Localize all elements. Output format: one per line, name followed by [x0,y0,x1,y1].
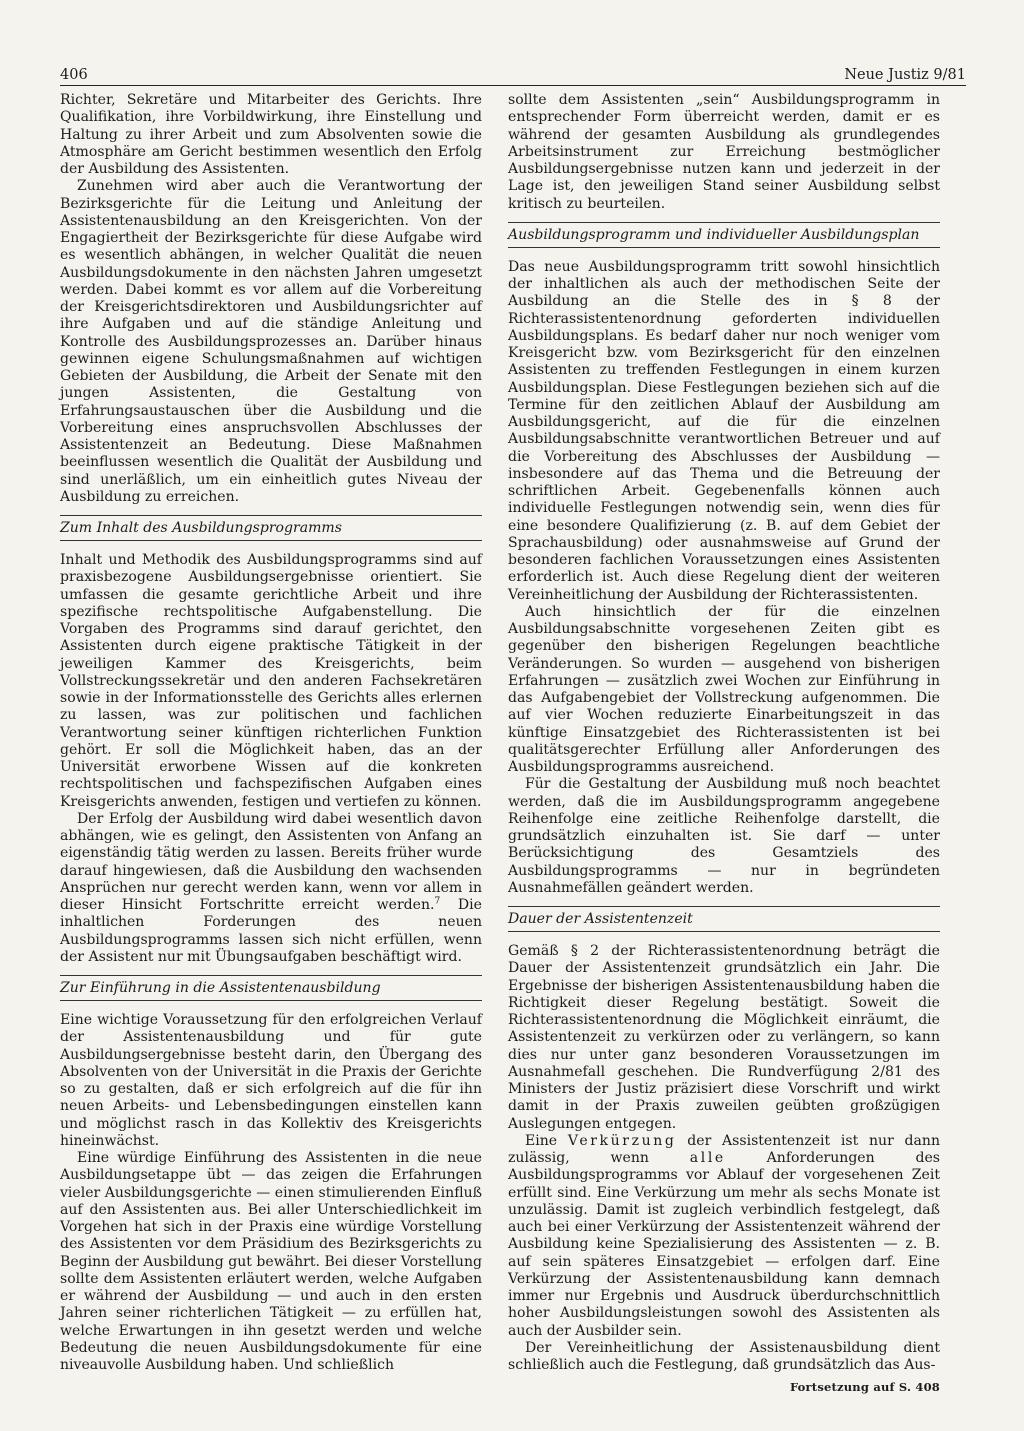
section-heading-box [508,906,940,932]
emphasis-text: alle [689,1150,726,1166]
paragraph-text: der Assistentenzeit ist nur dann zulässig, wenn [508,1132,940,1166]
paragraph [60,811,482,966]
paragraph: Auch hinsichtlich der für die einzelnen Ausbildungsabschnitte vorgesehenen Zeiten gibt es gegenüber den bisherigen Regelungen beachtliche Veränderungen. So wurden — ausgehend von bisherigen Erfahrungen — zusätzlich zwei Wochen zur Einführung in das Aufgabengebiet der Vollstreckung aufgenommen. Die auf vier Wochen reduzierte Einarbeitungszeit in das künftige Einsatzgebiet des Richterassistenten ist bei qualitätsgerechter Erfüllung aller Anforderungen des Ausbildungsprogramms ausreichend. [508,603,940,775]
paragraph: Richter, Sekretäre und Mitarbeiter des Gerichts. Ihre Qualifikation, ihre Vorbildwirkung, ihre Einstellung und Haltung zu ihrer Arbeit und zum Absolventen sowie die Atmosphäre am Gericht bestimmen wesentlich den Erfolg der Ausbildung des Assistenten. [60,92,482,177]
section-heading: Ausbildungsprogramm und individueller Ausbildungsplan [508,226,940,248]
left-column [60,92,482,1374]
section-heading-box [508,222,940,248]
section-heading: Zur Einführung in die Assistentenausbildung [60,979,482,1001]
paragraph: Das neue Ausbildungsprogramm tritt sowohl hinsichtlich der inhaltlichen als auch der methodischen Seite der Ausbildung an die Stelle des in § 8 der Richterassistentenordnung geforderten individuellen Ausbildungsplans. Es bedarf daher nur noch weniger vom Kreisgericht bzw. vom Bezirksgericht für den einzelnen Assistenten zu treffenden Festlegungen in einem kurzen Ausbildungsplan. Diese Festlegungen beziehen sich auf die Termine für den zeitlichen Ablauf der Ausbildung am Ausbildungsgericht, auf die für die einzelnen Ausbildungsabschnitte verantwortlichen Betreuer und auf die Vorbereitung des Abschlusses der Ausbildung — insbesondere auf das Thema und die Betreuung der schriftlichen Arbeit. Gegebenenfalls können auch individuelle Festlegungen notwendig sein, wenn dies für eine besondere Qualifizierung (z. B. auf dem Gebiet der Sprachausbildung) oder ausnahmsweise auf Grund der besonderen fachlichen Voraussetzungen eines Assistenten erforderlich ist. Auch diese Regelung dient der weiteren Vereinheitlichung der Ausbildung der Richterassistenten. [508,258,940,603]
paragraph: Eine würdige Einführung des Assistenten in die neue Ausbildungsetappe übt — das zeigen die Erfahrungen vieler Ausbildungsgerichte — einen stimulierenden Einfluß auf den Assistenten aus. Bei aller Unterschiedlichkeit im Vorgehen hat sich in der Praxis eine würdige Vorstellung des Assistenten vor dem Präsidium des Bezirksgerichts zu Beginn der Ausbildung gut bewährt. Bei dieser Vorstellung sollte dem Assistenten erläutert werden, welche Aufgaben er während der Ausbildung — und auch in den ersten Jahren seiner richterlichen Tätigkeit — zu erfüllen hat, welche Erwartungen in ihn gesetzt werden und welche Bedeutung die neuen Ausbildungsdokumente für eine niveauvolle Ausbildung haben. Und schließlich [60,1150,482,1373]
footnote-marker: 7 [434,896,441,907]
paragraph: Zunehmen wird aber auch die Verantwortung der Bezirksgerichte für die Leitung und Anleitung der Assistentenausbildung an den Kreisgerichten. Von der Engagiertheit der Bezirksgerichte für diese Aufgabe wird es wesentlich abhängen, in welcher Qualität die neuen Ausbildungsdokumente in den nächsten Jahren umgesetzt werden. Dabei kommt es vor allem auf die Vorbereitung der Kreisgerichtsdirektoren und Ausbildungsrichter auf ihre Aufgaben und auf die ständige Anleitung und Kontrolle des Ausbildungsprozesses an. Darüber hinaus gewinnen eigene Schulungsmaßnahmen auf wichtigen Gebieten der Ausbildung, die Arbeit der Senate mit den jungen Assistenten, die Gestaltung von Erfahrungsaustauschen über die Ausbildung und die Vorbereitung eines anspruchsvollen Abschlusses der Assistentenzeit an Bedeutung. Diese Maßnahmen beeinflussen wesentlich die Qualität der Ausbildung und sind unerläßlich, um ein einheitlich gutes Niveau der Ausbildung zu erreichen. [60,178,482,505]
paragraph-text: Eine [525,1132,568,1149]
paragraph: Der Vereinheitlichung der Assistenausbildung dient schließlich auch die Festlegung, daß grundsätzlich das Aus- [508,1339,940,1373]
section-heading-box [60,975,482,1001]
page-header [60,63,966,86]
journal-issue: Neue Justiz 9/81 [844,67,966,83]
paragraph: Eine wichtige Voraussetzung für den erfolgreichen Verlauf der Assistentenausbildung und für gute Ausbildungsergebnisse besteht darin, den Übergang des Absolventen von der Universität in die Praxis der Gerichte so zu gestalten, daß er sich erfolgreich auf die für ihn neuen Arbeits- und Lebensbedingungen einstellen kann und möglichst rasch in das Kollektiv des Kreisgerichts hineinwächst. [60,1012,482,1149]
emphasis-text: Verkürzung [567,1132,677,1149]
continuation-note: Fortsetzung auf S. 408 [789,1380,940,1395]
paragraph: Inhalt und Methodik des Ausbildungsprogramms sind auf praxisbezogene Ausbildungsergebnisse orientiert. Sie umfassen die gesamte gerichtliche Arbeit und ihre spezifische rechtspolitische Aufgabenstellung. Die Vorgaben des Programms sind darauf gerichtet, den Assistenten durch eigene praktische Tätigkeit in der jeweiligen Kammer des Kreisgerichts, beim Vollstreckungssekretär und den anderen Fachsekretären sowie in der Informationsstelle des Gerichts alles erlernen zu lassen, was zur politischen und fachlichen Verantwortung seiner künftigen richterlichen Funktion gehört. Er soll die Möglichkeit haben, das an der Universität erworbene Wissen auf die konkreten rechtspolitischen und fachspezifischen Aufgaben eines Kreisgerichts anwenden, festigen und vertiefen zu können. [60,552,482,810]
section-heading-box [60,515,482,541]
section-heading: Zum Inhalt des Ausbildungsprogramms [60,519,482,541]
page-number: 406 [60,67,88,83]
paragraph-text: Die inhaltlichen Forderungen des neuen Ausbildungsprogramms lassen sich nicht erfüllen, wenn der Assistent nur mit Übungsaufgaben beschäftigt wird. [60,897,482,965]
paragraph: Für die Gestaltung der Ausbildung muß noch beachtet werden, daß die im Ausbildungsprogramm angegebene Reihenfolge eine zeitliche Reihenfolge darstellt, die grundsätzlich einzuhalten ist. Sie darf — unter Berücksichtigung des Gesamtziels des Ausbildungsprogramms — nur in begründeten Ausnahmefällen geändert werden. [508,776,940,896]
paragraph [508,1133,940,1340]
paragraph-text: Der Erfolg der Ausbildung wird dabei wesentlich davon abhängen, wie es gelingt, den Assistenten von Anfang an eigenständig tätig werden zu lassen. Bereits früher wurde darauf hingewiesen, daß die Ausbildung den wachsenden Ansprüchen nur gerecht werden kann, wenn vor allem in dieser Hinsicht Fortschritte erreicht werden. [60,810,482,913]
paragraph: sollte dem Assistenten „sein“ Ausbildungsprogramm in entsprechender Form überreicht werden, damit er es während der gesamten Ausbildung als grundlegendes Arbeitsinstrument zur Erreichung bestmöglicher Ausbildungsergebnisse nutzen kann und jederzeit in der Lage ist, den jeweiligen Stand seiner Ausbildung selbst kritisch zu beurteilen. [508,92,940,212]
paragraph-text: Anforderungen des Ausbildungsprogramms vor Ablauf der vorgesehenen Zeit erfüllt sind. Eine Verkürzung um mehr als sechs Monate ist unzulässig. Damit ist zugleich verbindlich festgelegt, daß auch bei einer Verkürzung der Assistentenzeit während der Ausbildung keine Spezialisierung des Assistenten — z. B. auf sein späteres Einsatzgebiet — erfolgen darf. Eine Verkürzung der Assistentenausbildung kann demnach immer nur Ergebnis und Ausdruck überdurchschnittlich hoher Ausbildungsleistungen sowohl des Assistenten als auch der Ausbilder sein. [508,1150,940,1339]
paragraph: Gemäß § 2 der Richterassistentenordnung beträgt die Dauer der Assistentenzeit grundsätzlich ein Jahr. Die Ergebnisse der bisherigen Assistentenausbildung haben die Richtigkeit dieser Regelung bestätigt. Soweit die Richterassistentenordnung die Möglichkeit einräumt, die Assistentenzeit zu verkürzen oder zu verlängern, so kann dies nur unter ganz besonderen Voraussetzungen im Ausnahmefall geschehen. Die Rundverfügung 2/81 des Ministers der Justiz präzisiert diese Vorschrift und wirkt damit in der Praxis zuweilen geübten großzügigen Auslegungen entgegen. [508,943,940,1132]
section-heading: Dauer der Assistentenzeit [508,910,940,932]
right-column [508,92,940,1394]
